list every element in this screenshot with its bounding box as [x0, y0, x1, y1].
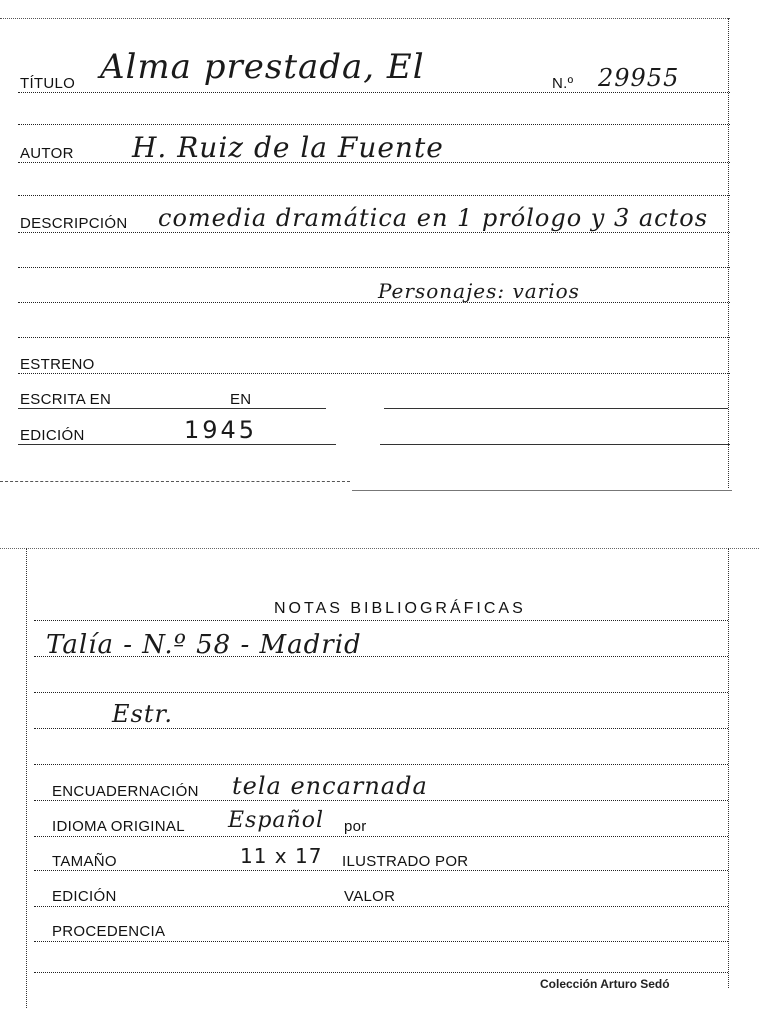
escrita-en-rule-right: [384, 408, 728, 409]
notes-line1: Talía - N.º 58 - Madrid: [46, 630, 362, 660]
por-label: por: [344, 818, 367, 835]
rule: [34, 620, 728, 621]
titulo-rule: [18, 92, 730, 93]
tamano-value: 11 x 17: [240, 844, 323, 868]
autor-rule: [18, 162, 730, 163]
edicion-rule-bottom: [34, 906, 728, 907]
titulo-label: TÍTULO: [20, 75, 76, 92]
idioma-original-value: Español: [228, 808, 324, 833]
numero-value: 29955: [598, 64, 680, 92]
rule: [34, 728, 728, 729]
notas-heading: NOTAS BIBLIOGRÁFICAS: [274, 600, 526, 617]
idioma-rule: [34, 836, 728, 837]
procedencia-label: PROCEDENCIA: [52, 923, 166, 940]
estreno-label: ESTRENO: [20, 356, 95, 373]
notes-line2: Estr.: [112, 700, 173, 728]
escrita-en-label: ESCRITA EN: [20, 391, 112, 408]
edicion-rule-right: [380, 444, 730, 445]
card-right-edge: [728, 548, 729, 988]
autor-label: AUTOR: [20, 145, 74, 162]
card-bottom-edge-right: [352, 490, 732, 491]
descripcion-label: DESCRIPCIÓN: [20, 215, 128, 232]
card-bottom-edge-left: [0, 481, 350, 482]
card-top-edge: [0, 18, 730, 19]
rule: [18, 124, 730, 125]
tamano-rule: [34, 870, 728, 871]
escrita-en-rule-left: [18, 408, 326, 409]
coleccion-credit: Colección Arturo Sedó: [540, 977, 670, 991]
encuadernacion-label: ENCUADERNACIÓN: [52, 783, 199, 800]
rule: [18, 267, 730, 268]
descripcion-rule: [18, 232, 730, 233]
rule: [34, 764, 728, 765]
edicion-value: 1945: [184, 416, 258, 444]
idioma-original-label: IDIOMA ORIGINAL: [52, 818, 185, 835]
rule: [34, 656, 728, 657]
descripcion-value-line2: Personajes: varios: [378, 279, 580, 303]
card-left-edge: [26, 548, 27, 1008]
valor-label: VALOR: [344, 888, 396, 905]
card-right-edge: [728, 18, 729, 488]
edicion-label: EDICIÓN: [20, 427, 85, 444]
encuadernacion-rule: [34, 800, 728, 801]
edicion-rule-left: [18, 444, 336, 445]
card-top-edge: [0, 548, 759, 549]
rule: [18, 337, 730, 338]
edicion-label-bottom: EDICIÓN: [52, 888, 117, 905]
descripcion-value: comedia dramática en 1 prólogo y 3 actos: [158, 204, 709, 232]
estreno-rule: [18, 373, 730, 374]
escrita-en-en-label: EN: [230, 391, 252, 408]
rule: [34, 692, 728, 693]
numero-label: N.º: [552, 75, 574, 92]
rule: [18, 195, 730, 196]
titulo-value: Alma prestada, El: [100, 47, 425, 87]
ilustrado-por-label: ILUSTRADO POR: [342, 853, 469, 870]
procedencia-rule: [34, 941, 728, 942]
rule: [18, 302, 730, 303]
encuadernacion-value: tela encarnada: [232, 772, 428, 800]
autor-value: H. Ruiz de la Fuente: [132, 131, 444, 164]
tamano-label: TAMAÑO: [52, 853, 117, 870]
rule: [34, 972, 728, 973]
